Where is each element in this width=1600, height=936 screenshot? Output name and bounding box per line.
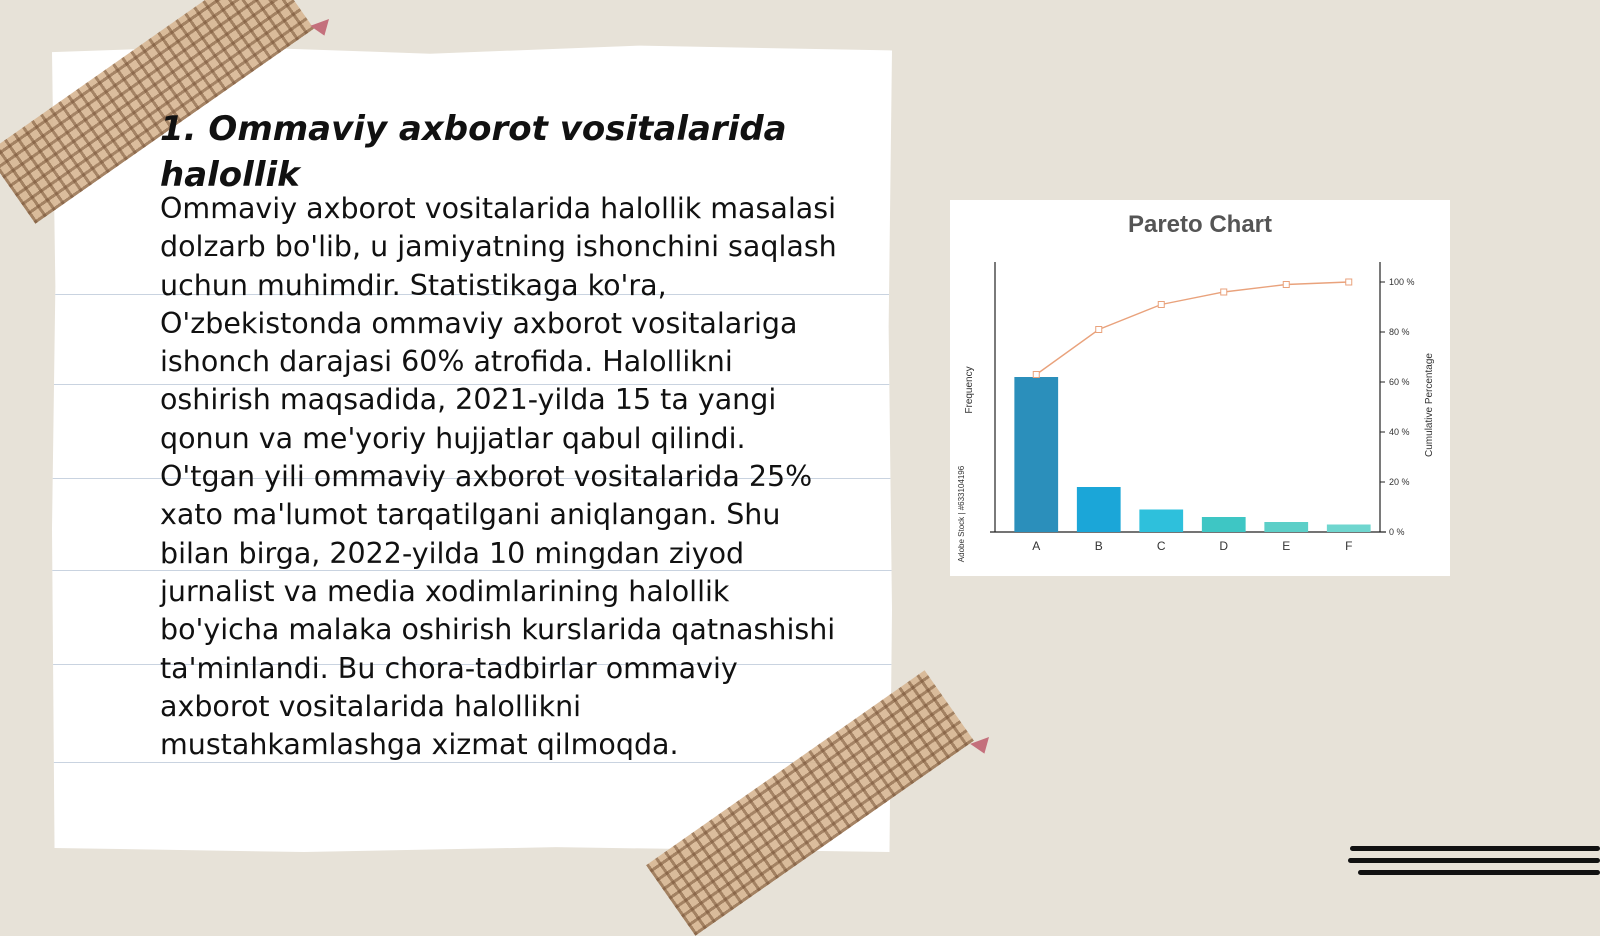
cumulative-point-c: [1158, 302, 1164, 308]
x-tick-label: E: [1282, 539, 1291, 553]
bar-b: [1077, 487, 1121, 532]
y2-axis-label: Cumulative Percentage: [1424, 353, 1435, 457]
x-tick-label: C: [1156, 539, 1166, 553]
y2-tick-label: 100 %: [1389, 277, 1415, 287]
cumulative-point-f: [1346, 279, 1352, 285]
y-axis-label: Frequency: [964, 366, 975, 414]
y2-tick-label: 80 %: [1389, 327, 1410, 337]
pareto-chart: [950, 200, 1450, 576]
bar-c: [1139, 510, 1183, 533]
cumulative-point-a: [1033, 372, 1039, 378]
tape-pin-top: [310, 19, 334, 39]
cumulative-point-b: [1096, 327, 1102, 333]
x-tick-label: A: [1032, 539, 1041, 553]
y2-tick-label: 0 %: [1389, 527, 1405, 537]
stock-watermark: Adobe Stock | #633104196: [957, 465, 966, 563]
deco-line: [1358, 870, 1600, 875]
y2-tick-label: 40 %: [1389, 427, 1410, 437]
pareto-chart-card: [950, 200, 1450, 576]
y2-tick-label: 20 %: [1389, 477, 1410, 487]
cumulative-line: [1036, 282, 1349, 375]
deco-line: [1348, 858, 1600, 863]
deco-line: [1350, 846, 1600, 851]
text-block: [160, 106, 840, 764]
section-body: Ommaviy axborot vositalarida halollik masalasi dolzarb bo'lib, u jamiyatning ishonchini saqlash uchun muhimdir. Statistikaga ko'ra, O'zbekistonda ommaviy axborot vositalariga ishonch darajasi 60% atrofida. Halollikni oshirish maqsadida, 2021-yilda 15 ta yangi qonun va me'yoriy hujjatlar qabul qilindi. O'tgan yili ommaviy axborot vositalarida 25% xato ma'lumot tarqatilgani aniqlangan. Shu bilan birga, 2022-yilda 10 mingdan ziyod jurnalist va media xodimlarining halollik bo'yicha malaka oshirish kurslarida qatnashishi ta'minlandi. Bu chora-tadbirlar ommaviy axborot vositalarida halollikni mustahkamlashga xizmat qilmoqda.: [160, 192, 837, 762]
cumulative-point-e: [1283, 282, 1289, 288]
bar-f: [1327, 525, 1371, 533]
section-title: 1. Ommaviy axborot vositalarida halollik: [160, 109, 787, 195]
x-tick-label: D: [1219, 539, 1229, 553]
x-tick-label: B: [1094, 539, 1103, 553]
chart-title: Pareto Chart: [1127, 211, 1273, 238]
x-tick-label: F: [1345, 539, 1353, 553]
bar-d: [1202, 517, 1246, 532]
bar-a: [1014, 377, 1058, 532]
cumulative-point-d: [1221, 289, 1227, 295]
bar-e: [1264, 522, 1308, 532]
y2-tick-label: 60 %: [1389, 377, 1410, 387]
